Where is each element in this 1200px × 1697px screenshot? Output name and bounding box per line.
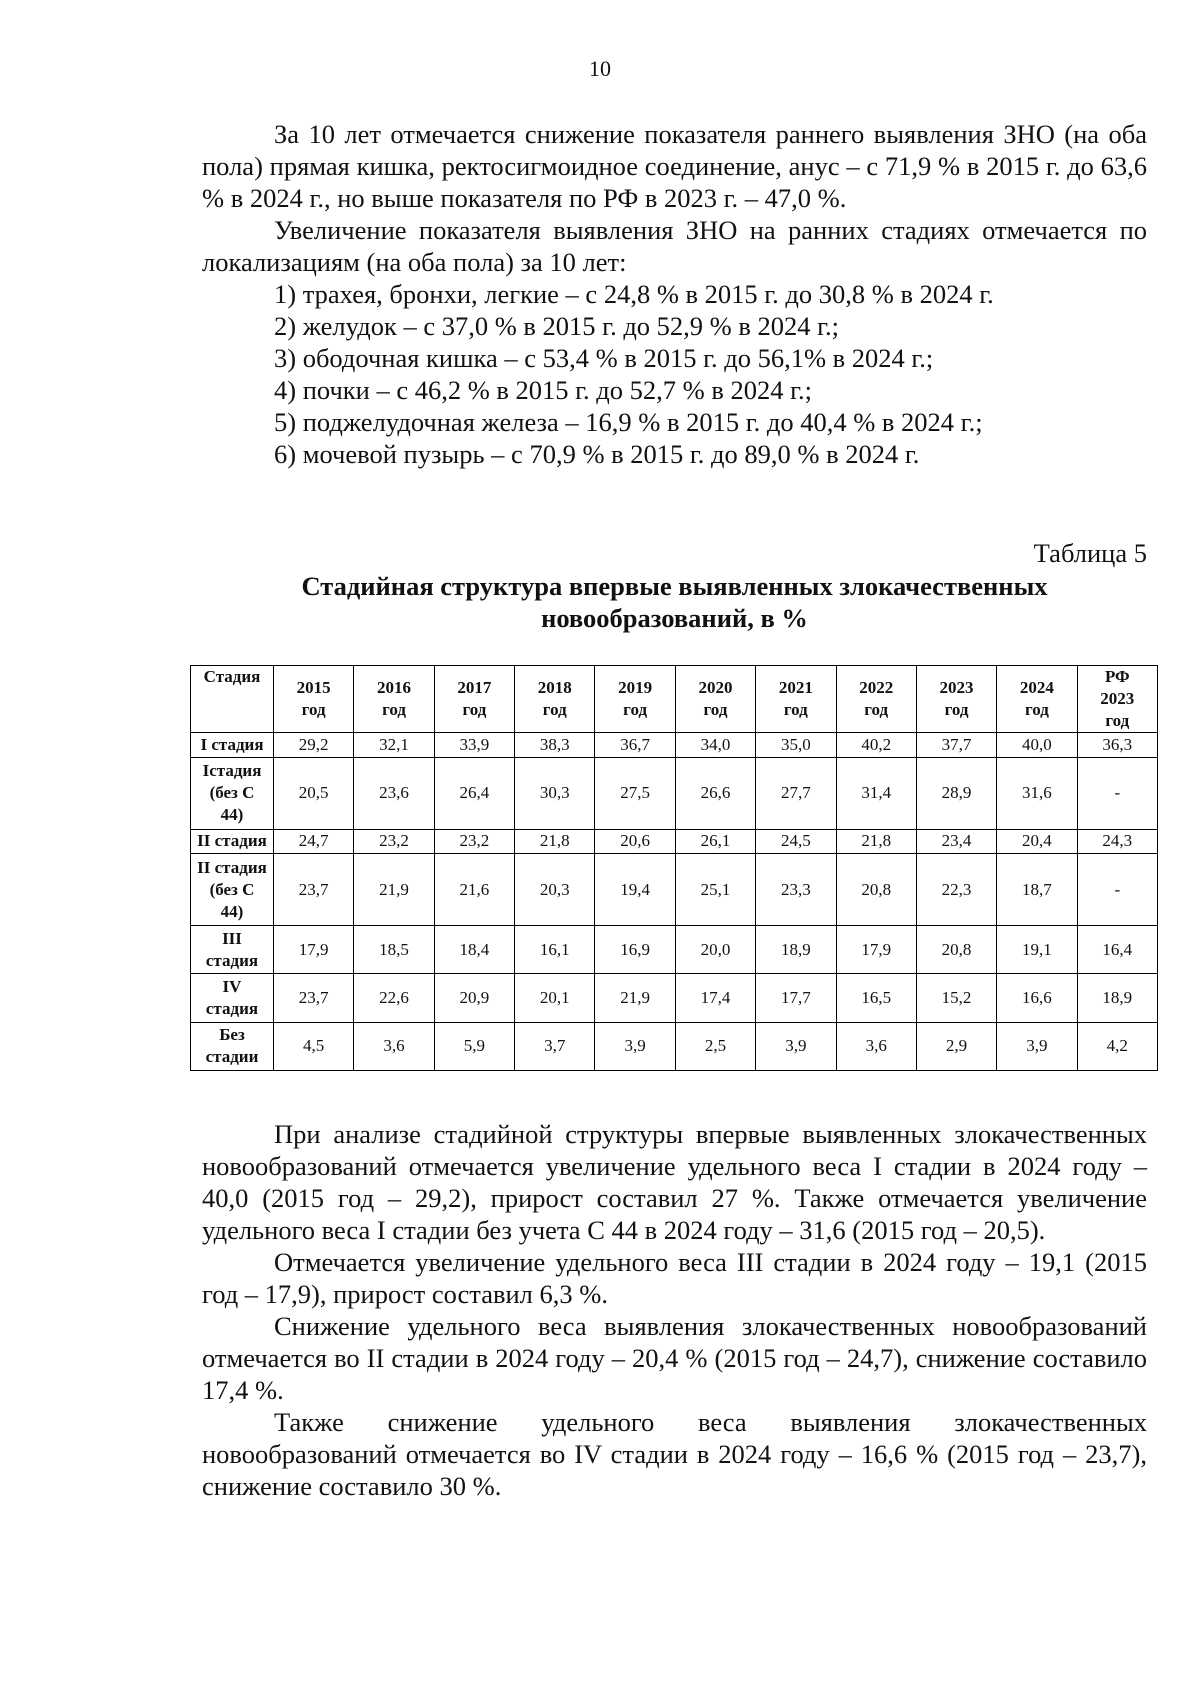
- table-cell: 18,4: [434, 926, 514, 974]
- table-row: [191, 974, 1158, 1022]
- table-cell: 20,9: [434, 974, 514, 1022]
- localization-list: [202, 278, 1147, 470]
- table-cell: 25,1: [675, 854, 755, 926]
- table-cell: 21,8: [515, 829, 595, 854]
- table-cell: 20,1: [515, 974, 595, 1022]
- table-cell: 3,9: [756, 1022, 836, 1070]
- row-label: II стадия (без С 44): [191, 854, 274, 926]
- table-cell: 26,4: [434, 757, 514, 829]
- table-cell: 27,5: [595, 757, 675, 829]
- header-cell: 2022 год: [836, 666, 916, 733]
- paragraph: Снижение удельного веса выявления злокачественных новообразований отмечается во II стадии в 2024 году – 20,4 % (2015 год – 24,7), снижение составило 17,4 %.: [202, 1311, 1147, 1405]
- table-title: Стадийная структура впервые выявленных злокачественных новообразований, в %: [301, 571, 1048, 633]
- table-cell: 33,9: [434, 733, 514, 758]
- table-cell: 24,7: [274, 829, 354, 854]
- table-cell: 23,3: [756, 854, 836, 926]
- table-cell: 34,0: [675, 733, 755, 758]
- table-row: [191, 1022, 1158, 1070]
- row-label: Iстадия (без С 44): [191, 757, 274, 829]
- row-label: Без стадии: [191, 1022, 274, 1070]
- table-cell: -: [1077, 854, 1157, 926]
- stage-structure-table: [190, 665, 1158, 1071]
- header-cell: 2024 год: [997, 666, 1077, 733]
- header-cell: 2023 год: [916, 666, 996, 733]
- table-cell: 21,6: [434, 854, 514, 926]
- table-cell: 21,9: [595, 974, 675, 1022]
- table-cell: 20,8: [836, 854, 916, 926]
- table-cell: 22,6: [354, 974, 434, 1022]
- header-cell: 2021 год: [756, 666, 836, 733]
- table-cell: 32,1: [354, 733, 434, 758]
- table-cell: 21,8: [836, 829, 916, 854]
- table-cell: 15,2: [916, 974, 996, 1022]
- table-cell: 23,4: [916, 829, 996, 854]
- intro-text: [202, 118, 1147, 470]
- table-cell: 4,2: [1077, 1022, 1157, 1070]
- analysis-text: [202, 1118, 1147, 1502]
- table-cell: 24,3: [1077, 829, 1157, 854]
- table-cell: 16,5: [836, 974, 916, 1022]
- table-body: [191, 733, 1158, 1071]
- row-label: II стадия: [191, 829, 274, 854]
- row-label: III стадия: [191, 926, 274, 974]
- table-cell: -: [1077, 757, 1157, 829]
- table-cell: 28,9: [916, 757, 996, 829]
- header-cell: 2018 год: [515, 666, 595, 733]
- table-cell: 16,4: [1077, 926, 1157, 974]
- table-cell: 20,0: [675, 926, 755, 974]
- table-cell: 3,6: [354, 1022, 434, 1070]
- table-cell: 27,7: [756, 757, 836, 829]
- table-cell: 18,9: [756, 926, 836, 974]
- paragraph: Отмечается увеличение удельного веса III стадии в 2024 году – 19,1 (2015 год – 17,9), прирост составил 6,3 %.: [202, 1247, 1147, 1309]
- table-cell: 16,6: [997, 974, 1077, 1022]
- table-row: [191, 854, 1158, 926]
- row-label: IV стадия: [191, 974, 274, 1022]
- table-cell: 16,1: [515, 926, 595, 974]
- table-cell: 30,3: [515, 757, 595, 829]
- paragraph: Увеличение показателя выявления ЗНО на ранних стадиях отмечается по локализациям (на оба пола) за 10 лет:: [202, 215, 1147, 277]
- table-cell: 35,0: [756, 733, 836, 758]
- table-cell: 36,7: [595, 733, 675, 758]
- paragraph: При анализе стадийной структуры впервые выявленных злокачественных новообразований отмечается увеличение удельного веса I стадии в 2024 году – 40,0 (2015 год – 29,2), прирост составил 27 %. Также отмечается увеличение удельного веса I стадии без учета С 44 в 2024 году – 31,6 (2015 год – 20,5).: [202, 1119, 1147, 1245]
- table-cell: 17,7: [756, 974, 836, 1022]
- table-cell: 16,9: [595, 926, 675, 974]
- table-row: [191, 829, 1158, 854]
- list-item: 3) ободочная кишка – с 53,4 % в 2015 г. до 56,1% в 2024 г.;: [274, 343, 934, 373]
- table-cell: 19,4: [595, 854, 675, 926]
- table-cell: 26,1: [675, 829, 755, 854]
- table-cell: 3,6: [836, 1022, 916, 1070]
- table-row: [191, 757, 1158, 829]
- table-cell: 20,5: [274, 757, 354, 829]
- table-cell: 29,2: [274, 733, 354, 758]
- table-cell: 23,7: [274, 854, 354, 926]
- table-cell: 20,3: [515, 854, 595, 926]
- table-cell: 38,3: [515, 733, 595, 758]
- table-cell: 31,4: [836, 757, 916, 829]
- table-cell: 23,2: [354, 829, 434, 854]
- table-cell: 3,7: [515, 1022, 595, 1070]
- list-item: 6) мочевой пузырь – с 70,9 % в 2015 г. до 89,0 % в 2024 г.: [274, 439, 920, 469]
- header-cell: 2015 год: [274, 666, 354, 733]
- table-cell: 23,7: [274, 974, 354, 1022]
- table-cell: 20,8: [916, 926, 996, 974]
- table-cell: 2,5: [675, 1022, 755, 1070]
- table-row: [191, 733, 1158, 758]
- table-cell: 40,2: [836, 733, 916, 758]
- table-cell: 26,6: [675, 757, 755, 829]
- table-cell: 2,9: [916, 1022, 996, 1070]
- table-cell: 17,4: [675, 974, 755, 1022]
- list-item: 1) трахея, бронхи, легкие – с 24,8 % в 2015 г. до 30,8 % в 2024 г.: [274, 279, 994, 309]
- table-cell: 31,6: [997, 757, 1077, 829]
- table-cell: 18,9: [1077, 974, 1157, 1022]
- list-item: 4) почки – с 46,2 % в 2015 г. до 52,7 % в 2024 г.;: [274, 375, 812, 405]
- table-cell: 3,9: [595, 1022, 675, 1070]
- header-cell: РФ 2023 год: [1077, 666, 1157, 733]
- header-cell: 2019 год: [595, 666, 675, 733]
- page-number: 10: [589, 56, 611, 81]
- table-cell: 20,6: [595, 829, 675, 854]
- table-cell: 18,7: [997, 854, 1077, 926]
- table-row: [191, 926, 1158, 974]
- header-cell: 2016 год: [354, 666, 434, 733]
- header-cell: 2017 год: [434, 666, 514, 733]
- table-cell: 3,9: [997, 1022, 1077, 1070]
- table-cell: 18,5: [354, 926, 434, 974]
- table-cell: 40,0: [997, 733, 1077, 758]
- table-cell: 17,9: [836, 926, 916, 974]
- list-item: 2) желудок – с 37,0 % в 2015 г. до 52,9 % в 2024 г.;: [274, 311, 840, 341]
- table-cell: 22,3: [916, 854, 996, 926]
- table-cell: 4,5: [274, 1022, 354, 1070]
- table-cell: 37,7: [916, 733, 996, 758]
- table-cell: 24,5: [756, 829, 836, 854]
- table-header-row: [191, 666, 1158, 733]
- table-cell: 19,1: [997, 926, 1077, 974]
- table-cell: 20,4: [997, 829, 1077, 854]
- table-cell: 17,9: [274, 926, 354, 974]
- table-cell: 23,2: [434, 829, 514, 854]
- header-cell-stage: Стадия: [191, 666, 274, 733]
- header-cell: 2020 год: [675, 666, 755, 733]
- table-cell: 5,9: [434, 1022, 514, 1070]
- table-cell: 36,3: [1077, 733, 1157, 758]
- row-label: I стадия: [191, 733, 274, 758]
- table-caption: Таблица 5: [1033, 538, 1147, 568]
- paragraph: Также снижение удельного веса выявления злокачественных новообразований отмечается во IV стадии в 2024 году – 16,6 % (2015 год – 23,7), снижение составило 30 %.: [202, 1407, 1147, 1501]
- table-cell: 21,9: [354, 854, 434, 926]
- table-cell: 23,6: [354, 757, 434, 829]
- list-item: 5) поджелудочная железа – 16,9 % в 2015 г. до 40,4 % в 2024 г.;: [274, 407, 983, 437]
- paragraph: За 10 лет отмечается снижение показателя раннего выявления ЗНО (на оба пола) прямая кишка, ректосигмоидное соединение, анус – с 71,9 % в 2015 г. до 63,6 % в 2024 г., но выше показателя по РФ в 2023 г. – 47,0 %.: [202, 119, 1147, 213]
